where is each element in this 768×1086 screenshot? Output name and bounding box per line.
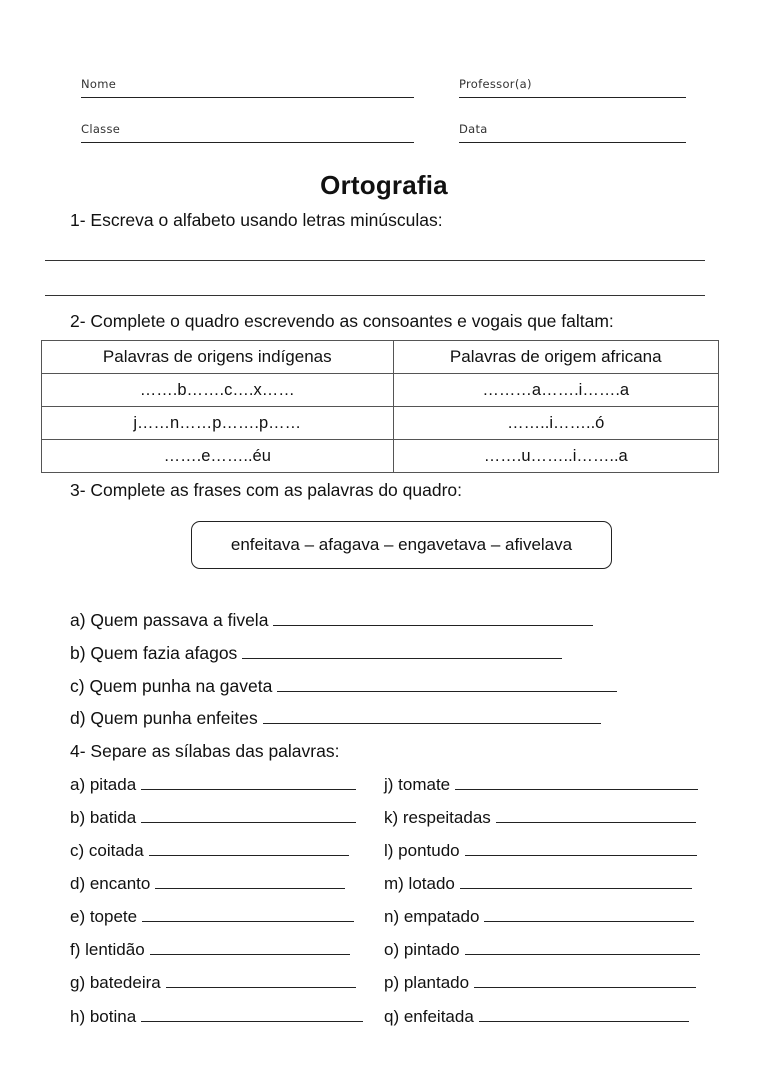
sentence-c xyxy=(70,676,617,697)
letters-table xyxy=(41,340,719,473)
answer-line[interactable] xyxy=(465,854,697,856)
sentence-text: a) Quem passava a fivela xyxy=(70,610,269,630)
answer-line[interactable] xyxy=(142,920,354,922)
answer-line[interactable] xyxy=(263,722,601,724)
name-label: Nome xyxy=(81,77,117,91)
sentence-b xyxy=(70,643,562,664)
table-row xyxy=(42,407,719,440)
sentence-text: d) Quem punha enfeites xyxy=(70,708,258,728)
table-cell[interactable]: ……..i……..ó xyxy=(393,407,718,440)
table-cell[interactable]: …….b…….c….x…… xyxy=(42,374,394,407)
word-label: k) respeitadas xyxy=(384,808,491,827)
answer-line[interactable] xyxy=(155,887,345,889)
syllable-item-left xyxy=(70,940,350,960)
table-cell[interactable]: …….e……..éu xyxy=(42,440,394,473)
table-cell[interactable]: j……n……p…….p…… xyxy=(42,407,394,440)
word-label: o) pintado xyxy=(384,940,460,959)
answer-line[interactable] xyxy=(141,1020,363,1022)
answer-line[interactable] xyxy=(465,953,700,955)
answer-line[interactable] xyxy=(484,920,694,922)
syllable-item-left xyxy=(70,874,345,894)
sentence-text: b) Quem fazia afagos xyxy=(70,643,238,663)
word-label: n) empatado xyxy=(384,907,480,926)
name-line[interactable] xyxy=(81,97,414,98)
word-label: q) enfeitada xyxy=(384,1007,474,1026)
answer-line[interactable] xyxy=(455,788,698,790)
date-label: Data xyxy=(459,122,488,136)
class-line[interactable] xyxy=(81,142,414,143)
answer-line-2[interactable] xyxy=(45,295,705,296)
teacher-label: Professor(a) xyxy=(459,77,532,91)
word-label: f) lentidão xyxy=(70,940,145,959)
syllable-item-right xyxy=(384,907,694,927)
sentence-a xyxy=(70,610,593,631)
sentence-text: c) Quem punha na gaveta xyxy=(70,676,273,696)
syllable-item-left xyxy=(70,775,356,795)
table-header-african: Palavras de origem africana xyxy=(393,341,718,374)
answer-line[interactable] xyxy=(141,821,356,823)
table-row xyxy=(42,374,719,407)
class-label: Classe xyxy=(81,122,121,136)
word-bank-box xyxy=(191,521,612,569)
date-line[interactable] xyxy=(459,142,686,143)
syllable-item-left xyxy=(70,973,356,993)
syllable-item-left xyxy=(70,1007,363,1027)
syllable-item-right xyxy=(384,874,692,894)
teacher-line[interactable] xyxy=(459,97,686,98)
syllable-item-left xyxy=(70,808,356,828)
answer-line[interactable] xyxy=(150,953,350,955)
question-2-prompt: 2- Complete o quadro escrevendo as consoantes e vogais que faltam: xyxy=(70,311,614,331)
sentence-d xyxy=(70,708,601,729)
syllable-item-right xyxy=(384,1007,689,1027)
answer-line[interactable] xyxy=(474,986,696,988)
syllable-item-right xyxy=(384,775,698,795)
question-1-prompt: 1- Escreva o alfabeto usando letras minúsculas: xyxy=(70,210,443,230)
syllable-item-right xyxy=(384,940,700,960)
word-bank-text: enfeitava – afagava – engavetava – afivelava xyxy=(230,535,573,554)
answer-line[interactable] xyxy=(141,788,356,790)
question-4-prompt: 4- Separe as sílabas das palavras: xyxy=(70,741,340,761)
syllable-item-left xyxy=(70,907,354,927)
word-label: g) batedeira xyxy=(70,973,161,992)
table-cell[interactable]: ………a…….i…….a xyxy=(393,374,718,407)
word-label: l) pontudo xyxy=(384,841,460,860)
word-label: j) tomate xyxy=(384,775,451,794)
answer-line[interactable] xyxy=(242,657,562,659)
syllable-item-left xyxy=(70,841,349,861)
answer-line[interactable] xyxy=(496,821,696,823)
word-label: h) botina xyxy=(70,1007,137,1026)
syllable-item-right xyxy=(384,808,696,828)
syllable-item-right xyxy=(384,973,696,993)
word-label: a) pitada xyxy=(70,775,137,794)
word-label: m) lotado xyxy=(384,874,455,893)
answer-line[interactable] xyxy=(479,1020,689,1022)
word-label: d) encanto xyxy=(70,874,151,893)
syllable-item-right xyxy=(384,841,697,861)
word-label: c) coitada xyxy=(70,841,144,860)
table-cell[interactable]: …….u……..i……..a xyxy=(393,440,718,473)
word-label: p) plantado xyxy=(384,973,470,992)
answer-line-1[interactable] xyxy=(45,260,705,261)
table-header-indigenous: Palavras de origens indígenas xyxy=(42,341,394,374)
answer-line[interactable] xyxy=(460,887,692,889)
answer-line[interactable] xyxy=(149,854,349,856)
page-title: Ortografia xyxy=(320,170,448,200)
answer-line[interactable] xyxy=(166,986,356,988)
question-3-prompt: 3- Complete as frases com as palavras do quadro: xyxy=(70,480,462,500)
table-row xyxy=(42,440,719,473)
word-label: e) topete xyxy=(70,907,138,926)
answer-line[interactable] xyxy=(277,690,617,692)
answer-line[interactable] xyxy=(273,624,593,626)
word-label: b) batida xyxy=(70,808,137,827)
